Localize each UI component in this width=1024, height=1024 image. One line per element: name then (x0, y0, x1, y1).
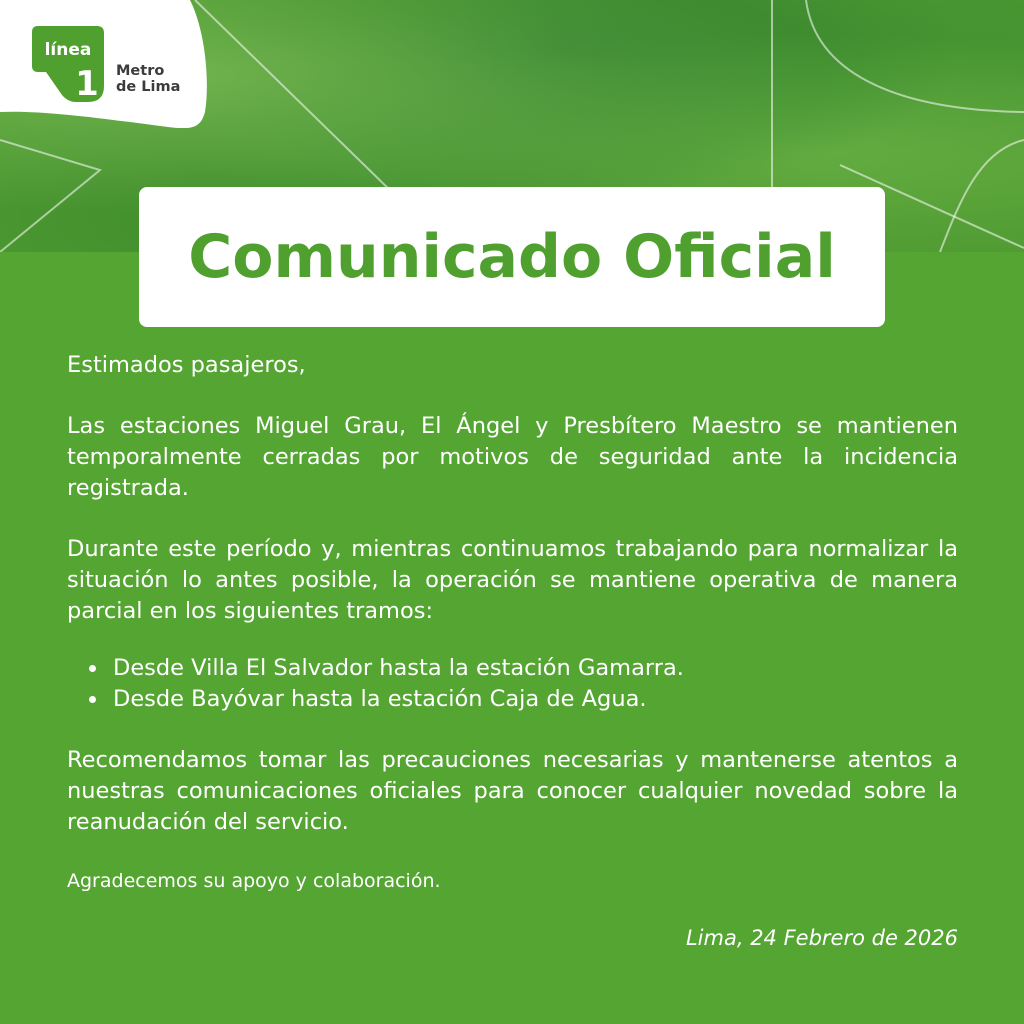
logo-brand-line2: de Lima (116, 79, 181, 95)
route-item (67, 684, 958, 715)
bullet-icon (89, 696, 96, 703)
route-text: Desde Bayóvar hasta la estación Caja de Agua. (113, 686, 647, 712)
signature-date: Lima, 24 Febrero de 2026 (685, 926, 958, 950)
bullet-icon (89, 665, 96, 672)
page-title: Comunicado Oficial (188, 222, 836, 292)
route-list (67, 653, 958, 715)
title-card (139, 187, 885, 327)
recommendation-paragraph: Recomendamos tomar las precauciones necesarias y mantenerse atentos a nuestras comunicaciones oficiales para conocer cualquier novedad sobre la reanudación del servicio. (67, 747, 958, 835)
logo-brand-line1: Metro (116, 63, 165, 79)
greeting: Estimados pasajeros, (67, 352, 306, 378)
logo (0, 0, 210, 128)
route-item (67, 653, 958, 684)
logo-line-word: línea (44, 40, 92, 60)
logo-line-number: 1 (75, 64, 99, 104)
thanks-text: Agradecemos su apoyo y colaboración. (67, 870, 441, 892)
operation-paragraph: Durante este período y, mientras continuamos trabajando para normalizar la situación lo antes posible, la operación se mantiene operativa de manera parcial en los siguientes tramos: (67, 536, 958, 624)
route-text: Desde Villa El Salvador hasta la estación Gamarra. (113, 655, 684, 681)
closure-paragraph: Las estaciones Miguel Grau, El Ángel y Presbítero Maestro se mantienen temporalmente cerradas por motivos de seguridad ante la incidencia registrada. (67, 413, 958, 501)
logo-brand-text (116, 63, 180, 95)
